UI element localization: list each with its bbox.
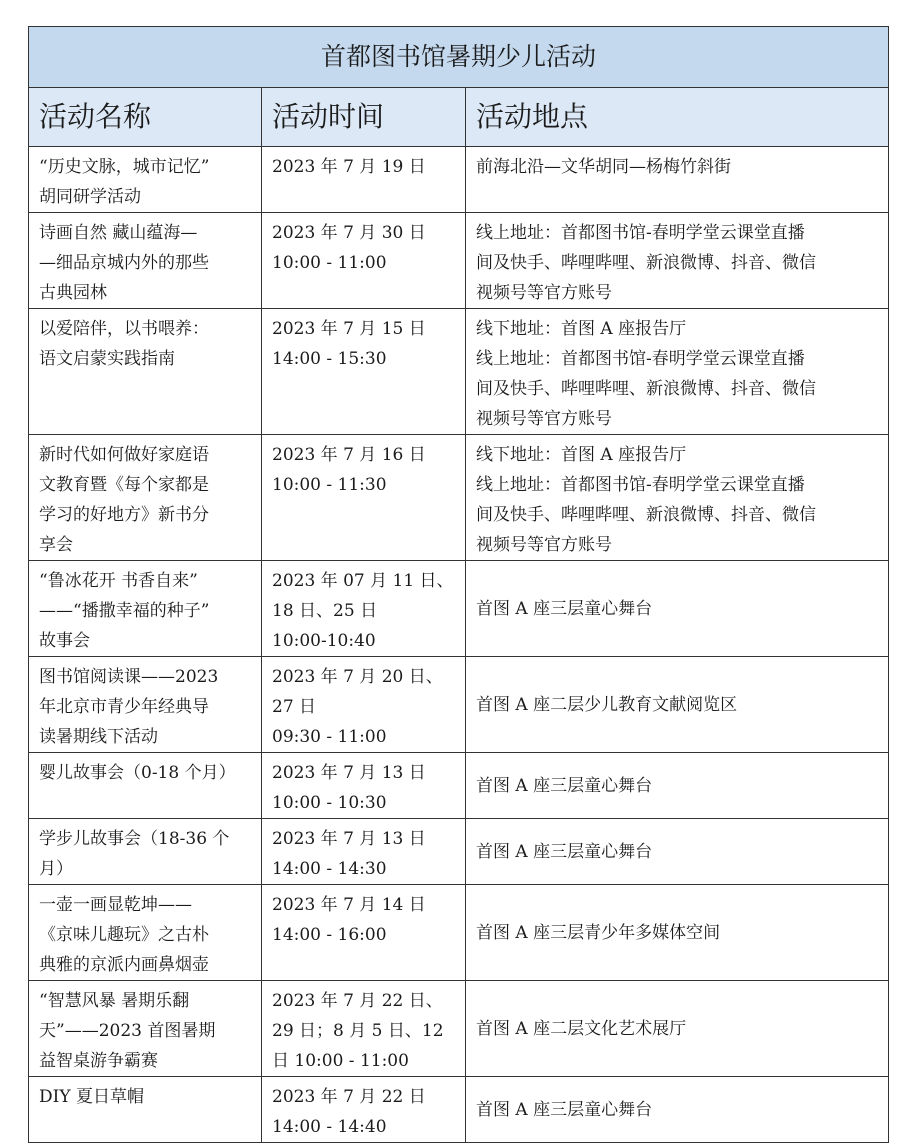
activity-time-cell (262, 561, 466, 657)
activity-place-cell (466, 435, 889, 561)
cell-text-line: 18 日、25 日 (272, 601, 378, 621)
table-row (29, 561, 889, 657)
cell-text-line: 29 日；8 月 5 日、12 (272, 1021, 444, 1041)
activity-place-cell (466, 1077, 889, 1143)
table-row (29, 1077, 889, 1143)
cell-text-line: ——“播撒幸福的种子” (39, 601, 210, 621)
activity-name-cell (29, 819, 262, 885)
activity-time-cell (262, 435, 466, 561)
activity-time-cell (262, 1077, 466, 1143)
activity-time-cell (262, 657, 466, 753)
cell-text-line: 古典园林 (39, 283, 107, 303)
cell-text-line: 读暑期线下活动 (39, 727, 158, 747)
cell-text-line: 间及快手、哔哩哔哩、新浪微博、抖音、微信 (476, 505, 816, 525)
table-row (29, 885, 889, 981)
table-row (29, 819, 889, 885)
cell-text-line: 诗画自然 藏山蕴海— (39, 223, 198, 243)
table-row (29, 981, 889, 1077)
cell-text-line: DIY 夏日草帽 (39, 1087, 144, 1107)
cell-text-line: 线上地址：首都图书馆-春明学堂云课堂直播 (476, 475, 805, 495)
activity-name-cell (29, 561, 262, 657)
cell-text-line: 首图 A 座二层少儿教育文献阅览区 (476, 694, 738, 715)
activity-place-cell (466, 213, 889, 309)
table-row (29, 753, 889, 819)
cell-text-line: 2023 年 7 月 16 日 (272, 445, 426, 465)
activity-time-cell (262, 753, 466, 819)
activity-name-cell (29, 753, 262, 819)
activity-time-cell (262, 885, 466, 981)
column-header-place: 活动地点 (466, 88, 889, 147)
activity-place-cell (466, 147, 889, 213)
cell-text-line: 线上地址：首都图书馆-春明学堂云课堂直播 (476, 349, 805, 369)
column-header-time: 活动时间 (262, 88, 466, 147)
cell-text-line: 首图 A 座三层童心舞台 (476, 775, 653, 796)
cell-text-line: 首图 A 座二层文化艺术展厅 (476, 1018, 687, 1039)
cell-text-line: 以爱陪伴，以书喂养： (39, 319, 209, 339)
cell-text-line: —细品京城内外的那些 (39, 253, 209, 273)
cell-text-line: 2023 年 7 月 15 日 (272, 319, 426, 339)
activity-time-cell (262, 309, 466, 435)
cell-text-line: 典雅的京派内画鼻烟壶 (39, 955, 209, 975)
cell-text-line: “智慧风暴 暑期乐翻 (39, 991, 190, 1011)
cell-text-line: 10:00-10:40 (272, 631, 376, 651)
cell-text-line: 文教育暨《每个家都是 (39, 475, 209, 495)
cell-text-line: 首图 A 座三层童心舞台 (476, 598, 653, 619)
cell-text-line: 首图 A 座三层童心舞台 (476, 841, 653, 862)
activity-name-cell (29, 885, 262, 981)
cell-text-line: 线下地址：首图 A 座报告厅 (476, 319, 687, 339)
cell-text-line: 27 日 (272, 697, 317, 717)
cell-text-line: 2023 年 7 月 22 日、 (272, 991, 443, 1011)
cell-text-line: 2023 年 7 月 14 日 (272, 895, 426, 915)
cell-text-line: 2023 年 7 月 20 日、 (272, 667, 443, 687)
cell-text-line: 首图 A 座三层童心舞台 (476, 1099, 653, 1120)
cell-text-line: 14:00 - 15:30 (272, 349, 387, 369)
cell-text-line: 图书馆阅读课——2023 (39, 667, 219, 687)
activity-name-cell (29, 147, 262, 213)
table-row (29, 435, 889, 561)
cell-text-line: “鲁冰花开 书香自来” (39, 571, 198, 591)
cell-text-line: 首图 A 座三层青少年多媒体空间 (476, 922, 721, 943)
table-row (29, 213, 889, 309)
cell-text-line: 2023 年 7 月 13 日 (272, 829, 426, 849)
cell-text-line: 享会 (39, 535, 73, 555)
cell-text-line: 14:00 - 16:00 (272, 925, 387, 945)
cell-text-line: 日 10:00 - 11:00 (272, 1051, 409, 1071)
cell-text-line: 线上地址：首都图书馆-春明学堂云课堂直播 (476, 223, 805, 243)
cell-text-line: 月） (39, 859, 73, 879)
cell-text-line: “历史文脉，城市记忆” (39, 157, 210, 177)
cell-text-line: 14:00 - 14:40 (272, 1117, 387, 1137)
table-title-row (29, 27, 889, 88)
table-header-row (29, 88, 889, 147)
cell-text-line: 视频号等官方账号 (476, 409, 612, 429)
cell-text-line: 2023 年 7 月 30 日 (272, 223, 426, 243)
cell-text-line: 前海北沿—文华胡同—杨梅竹斜街 (476, 157, 731, 177)
cell-text-line: 09:30 - 11:00 (272, 727, 387, 747)
cell-text-line: 故事会 (39, 631, 90, 651)
activity-name-cell (29, 213, 262, 309)
cell-text-line: 学步儿故事会（18-36 个 (39, 829, 230, 849)
cell-text-line: 胡同研学活动 (39, 187, 141, 207)
activity-place-cell (466, 981, 889, 1077)
activity-place-cell (466, 819, 889, 885)
cell-text-line: 2023 年 7 月 22 日 (272, 1087, 426, 1107)
cell-text-line: 10:00 - 10:30 (272, 793, 387, 813)
cell-text-line: 婴儿故事会（0-18 个月） (39, 763, 236, 783)
activity-name-cell (29, 309, 262, 435)
cell-text-line: 间及快手、哔哩哔哩、新浪微博、抖音、微信 (476, 253, 816, 273)
cell-text-line: 2023 年 7 月 19 日 (272, 157, 426, 177)
cell-text-line: 新时代如何做好家庭语 (39, 445, 209, 465)
activity-place-cell (466, 885, 889, 981)
cell-text-line: 14:00 - 14:30 (272, 859, 387, 879)
activity-place-cell (466, 309, 889, 435)
table-title: 首都图书馆暑期少儿活动 (29, 27, 889, 88)
cell-text-line: 语文启蒙实践指南 (39, 349, 175, 369)
cell-text-line: 年北京市青少年经典导 (39, 697, 209, 717)
table-row (29, 309, 889, 435)
activity-place-cell (466, 561, 889, 657)
cell-text-line: 线下地址：首图 A 座报告厅 (476, 445, 687, 465)
column-header-name: 活动名称 (29, 88, 262, 147)
activity-name-cell (29, 657, 262, 753)
cell-text-line: 《京味儿趣玩》之古朴 (39, 925, 209, 945)
activity-time-cell (262, 213, 466, 309)
cell-text-line: 视频号等官方账号 (476, 283, 612, 303)
cell-text-line: 益智桌游争霸赛 (39, 1051, 158, 1071)
activity-place-cell (466, 753, 889, 819)
activity-table-body (29, 27, 889, 1143)
activity-table (28, 26, 889, 1143)
activity-place-cell (466, 657, 889, 753)
activity-name-cell (29, 981, 262, 1077)
table-row (29, 147, 889, 213)
cell-text-line: 间及快手、哔哩哔哩、新浪微博、抖音、微信 (476, 379, 816, 399)
cell-text-line: 一壶一画显乾坤—— (39, 895, 192, 915)
table-row (29, 657, 889, 753)
activity-name-cell (29, 1077, 262, 1143)
cell-text-line: 10:00 - 11:30 (272, 475, 387, 495)
cell-text-line: 天”——2023 首图暑期 (39, 1021, 216, 1041)
activity-name-cell (29, 435, 262, 561)
cell-text-line: 学习的好地方》新书分 (39, 505, 209, 525)
activity-time-cell (262, 147, 466, 213)
cell-text-line: 2023 年 7 月 13 日 (272, 763, 426, 783)
activity-time-cell (262, 981, 466, 1077)
activity-time-cell (262, 819, 466, 885)
cell-text-line: 2023 年 07 月 11 日、 (272, 571, 454, 591)
cell-text-line: 视频号等官方账号 (476, 535, 612, 555)
cell-text-line: 10:00 - 11:00 (272, 253, 387, 273)
